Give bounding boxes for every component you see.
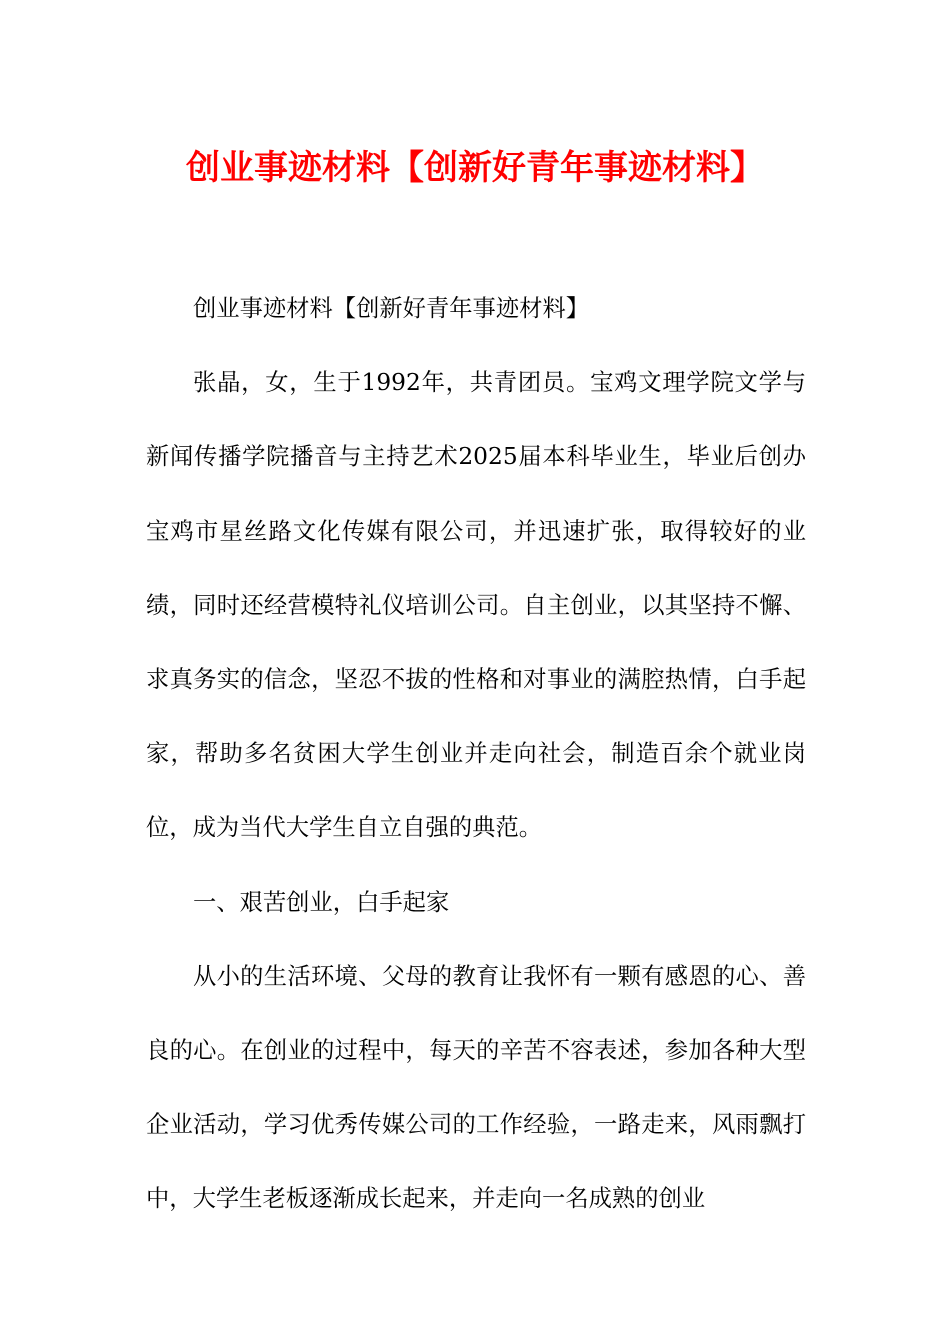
document-title: 创业事迹材料【创新好青年事迹材料】 — [186, 148, 764, 188]
section-heading: 一、艰苦创业，白手起家 — [193, 888, 450, 916]
paragraph-section-one: 从小的生活环境、父母的教育让我怀有一颗有感恩的心、善良的心。在创业的过程中，每天的辛苦不容表述，参加各种大型企业活动，学习优秀传媒公司的工作经验，一路走来，风雨飘打中，大学生老板逐渐成长起来，并走向一名成熟的创业 — [146, 962, 806, 1213]
document-body — [146, 272, 806, 1237]
paragraph-biography: 张晶，女，生于1992年，共青团员。宝鸡文理学院文学与新闻传播学院播音与主持艺术2025届本科毕业生，毕业后创办宝鸡市星丝路文化传媒有限公司，并迅速扩张，取得较好的业绩，同时还经营模特礼仪培训公司。自主创业，以其坚持不懈、求真务实的信念，坚忍不拔的性格和对事业的满腔热情，白手起家，帮助多名贫困大学生创业并走向社会，制造百余个就业岗位，成为当代大学生自立自强的典范。 — [146, 369, 806, 842]
paragraph-subtitle: 创业事迹材料【创新好青年事迹材料】 — [193, 295, 590, 322]
